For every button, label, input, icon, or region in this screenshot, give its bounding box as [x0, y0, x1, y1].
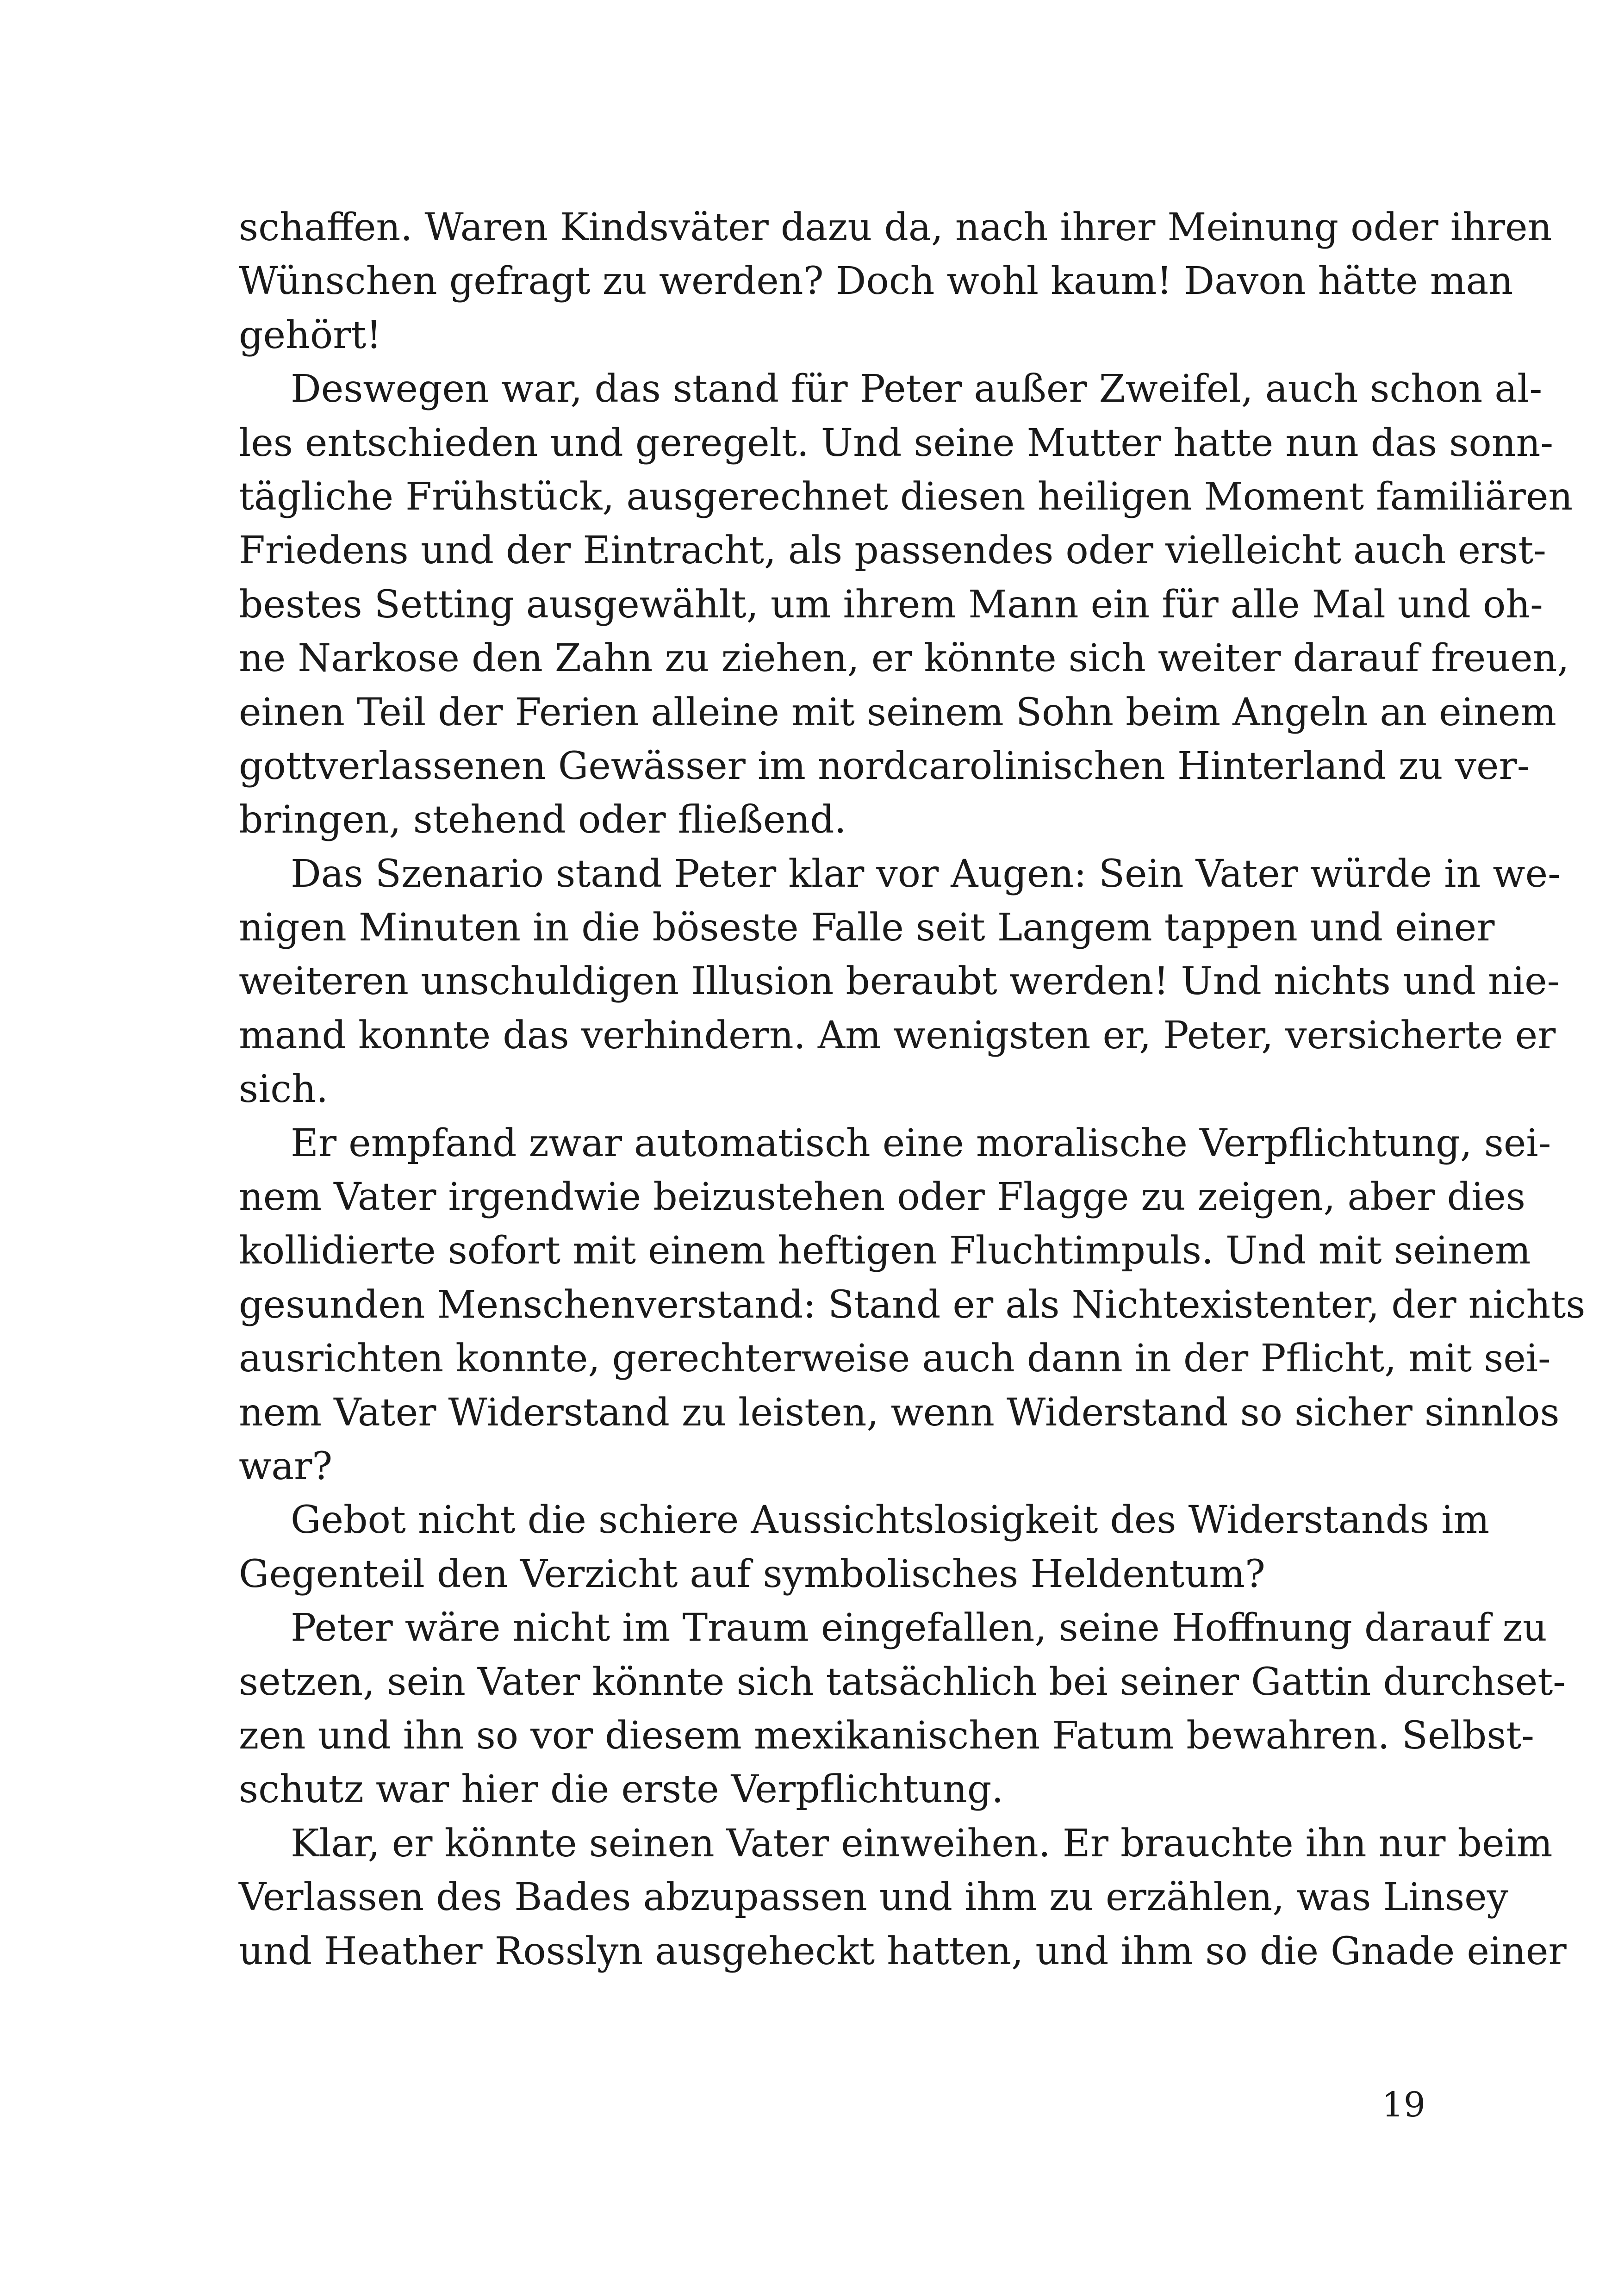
text-line: einen Teil der Ferien alleine mit seinem Sohn beim Angeln an einem	[239, 690, 1556, 734]
text-line: gesunden Menschenverstand: Stand er als Nichtexistenter, der nichts	[239, 1282, 1586, 1327]
text-line: Peter wäre nicht im Traum eingefallen, seine Hoffnung darauf zu	[291, 1606, 1547, 1650]
text-line: gehört!	[239, 313, 382, 357]
text-line: les entschieden und geregelt. Und seine Mutter hatte nun das sonn-	[239, 421, 1554, 465]
text-line: Klar, er könnte seinen Vater einweihen. Er brauchte ihn nur beim	[291, 1821, 1553, 1866]
text-line: kollidierte sofort mit einem heftigen Fluchtimpuls. Und mit seinem	[239, 1229, 1531, 1273]
text-line: schutz war hier die erste Verpflichtung.	[239, 1767, 1004, 1812]
text-line: schaffen. Waren Kindsväter dazu da, nach ihrer Meinung oder ihren	[239, 205, 1552, 249]
text-line: nem Vater irgendwie beizustehen oder Flagge zu zeigen, aber dies	[239, 1175, 1525, 1220]
text-line: nigen Minuten in die böseste Falle seit Langem tappen und einer	[239, 906, 1495, 950]
text-line: Friedens und der Eintracht, als passendes oder vielleicht auch erst-	[239, 529, 1546, 573]
text-line: ausrichten konnte, gerechterweise auch dann in der Pflicht, mit sei-	[239, 1337, 1551, 1381]
text-line: bringen, stehend oder fließend.	[239, 798, 846, 842]
text-line: setzen, sein Vater könnte sich tatsächlich bei seiner Gattin durchset-	[239, 1660, 1566, 1704]
text-line: tägliche Frühstück, ausgerechnet diesen heiligen Moment familiären	[239, 474, 1573, 519]
text-line: Verlassen des Bades abzupassen und ihm zu erzählen, was Linsey	[239, 1875, 1508, 1920]
text-line: Er empfand zwar automatisch eine moralische Verpflichtung, sei-	[291, 1121, 1551, 1165]
text-line: bestes Setting ausgewählt, um ihrem Mann ein für alle Mal und oh-	[239, 582, 1543, 627]
text-line: Gegenteil den Verzicht auf symbolisches Heldentum?	[239, 1552, 1266, 1596]
text-line: ne Narkose den Zahn zu ziehen, er könnte sich weiter darauf freuen,	[239, 636, 1569, 681]
text-line: Gebot nicht die schiere Aussichtslosigkeit des Widerstands im	[291, 1498, 1490, 1543]
text-line: Deswegen war, das stand für Peter außer Zweifel, auch schon al-	[291, 367, 1543, 411]
text-line: zen und ihn so vor diesem mexikanischen Fatum bewahren. Selbst-	[239, 1713, 1534, 1758]
text-line: nem Vater Widerstand zu leisten, wenn Widerstand so sicher sinnlos	[239, 1390, 1560, 1435]
page-number: 19	[1382, 2085, 1425, 2125]
text-line: gottverlassenen Gewässer im nordcarolinischen Hinterland zu ver-	[239, 744, 1530, 788]
text-line: war?	[239, 1444, 333, 1488]
text-line: Wünschen gefragt zu werden? Doch wohl kaum! Davon hätte man	[239, 259, 1513, 304]
text-line: sich.	[239, 1067, 329, 1112]
body-text	[239, 201, 1586, 1979]
text-line: weiteren unschuldigen Illusion beraubt werden! Und nichts und nie-	[239, 959, 1560, 1004]
text-line: mand konnte das verhindern. Am wenigsten er, Peter, versicherte er	[239, 1013, 1556, 1058]
text-line: und Heather Rosslyn ausgeheckt hatten, und ihm so die Gnade einer	[239, 1929, 1567, 1973]
text-line: Das Szenario stand Peter klar vor Augen: Sein Vater würde in we-	[291, 852, 1561, 896]
